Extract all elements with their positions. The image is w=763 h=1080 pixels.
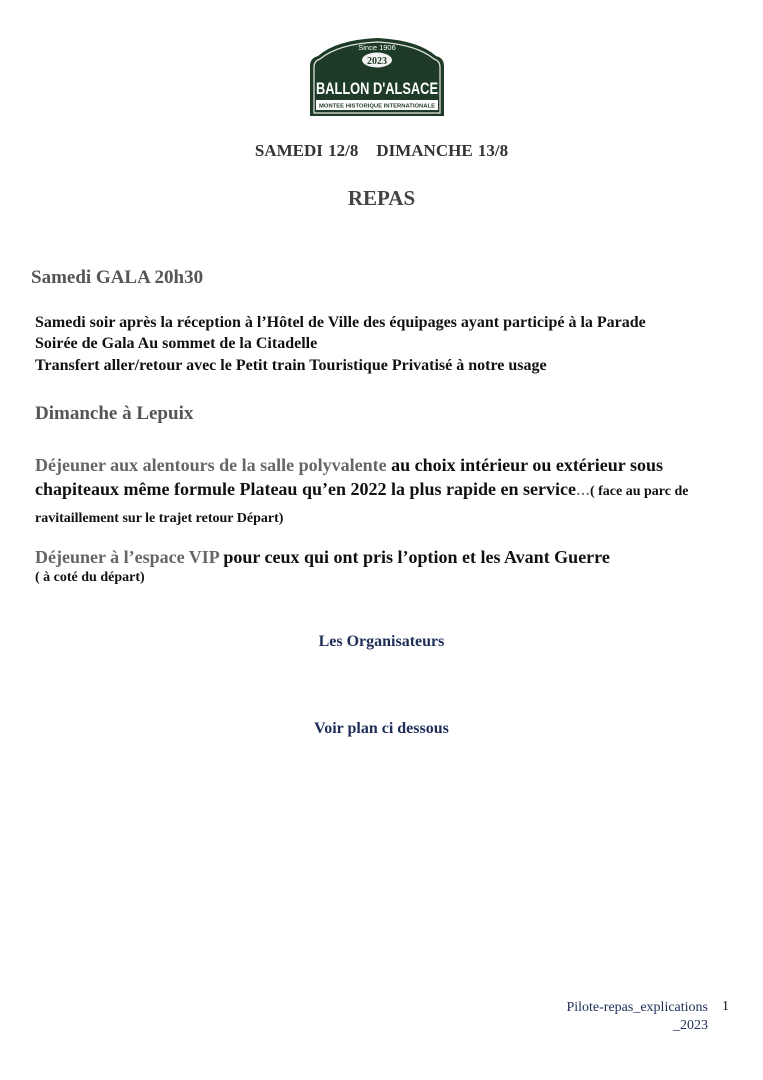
lunch-paragraph-vip [35, 545, 745, 587]
samedi-line-2: Soirée de Gala Au sommet de la Citadelle [35, 335, 318, 352]
lunch-vip-body: pour ceux qui ont pris l’option et les Avant Guerre [218, 547, 610, 567]
footer-filename-line-1: Pilote-repas_explications [566, 1000, 708, 1015]
footer-filename-line-2: _2023 [673, 1018, 708, 1033]
samedi-heading: Samedi GALA 20h30 [31, 267, 204, 288]
date-sunday: DIMANCHE 13/8 [376, 141, 509, 160]
page-title: REPAS [347, 186, 416, 210]
ballon-alsace-logo [306, 36, 448, 120]
footer-filename [545, 999, 708, 1035]
logo-subtitle-text: MONTEE HISTORIQUE INTERNATIONALE [319, 103, 436, 110]
lunch-polyvalente-lead: Déjeuner aux alentours de la salle polyvalente [35, 455, 387, 475]
organisers-signature: Les Organisateurs [318, 633, 445, 650]
dimanche-heading: Dimanche à Lepuix [35, 403, 194, 424]
see-plan-note: Voir plan ci dessous [314, 720, 449, 737]
logo-name-text: BALLON D'ALSACE [316, 79, 438, 98]
lunch-vip-note: ( à coté du départ) [35, 570, 145, 585]
logo-year-text: 2023 [367, 56, 387, 67]
lunch-polyvalente-note: ( face au parc de ravitaillement sur le trajet retour Départ) [35, 484, 689, 526]
samedi-line-3: Transfert aller/retour avec le Petit train Touristique Privatisé à notre usage [35, 357, 547, 374]
page-number: 1 [722, 999, 729, 1014]
lunch-polyvalente-ellipsis: … [575, 484, 590, 499]
lunch-polyvalente-body: au choix intérieur ou extérieur sous chapiteaux même formule Plateau qu’en 2022 la plus rapide en service [35, 455, 663, 499]
samedi-line-1: Samedi soir après la réception à l’Hôtel de Ville des équipages ayant participé à la Parade [35, 314, 646, 331]
lunch-vip-lead: Déjeuner à l’espace VIP [35, 547, 219, 567]
logo-since-text: Since 1906 [358, 43, 396, 52]
date-saturday: SAMEDI 12/8 [254, 141, 359, 160]
event-dates [0, 141, 763, 161]
lunch-paragraph-polyvalente [35, 453, 745, 531]
